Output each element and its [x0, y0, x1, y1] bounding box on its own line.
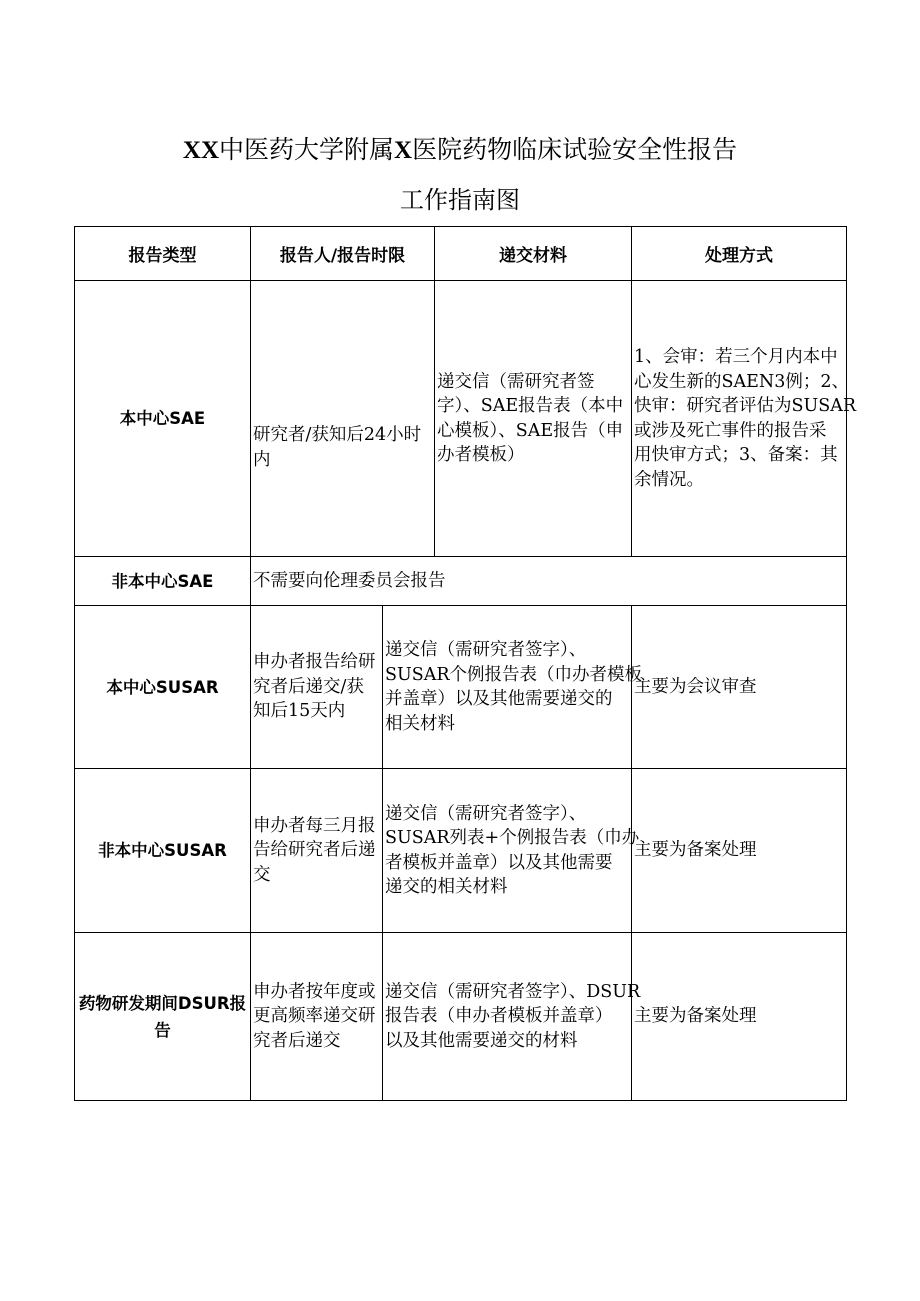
header-report-type: [74, 226, 251, 281]
text-line: 或涉及死亡事件的报告采: [634, 420, 827, 441]
cell-report-type: [74, 932, 251, 1101]
cell-merged-note: [250, 556, 847, 606]
header-label: 报告类型: [128, 246, 197, 266]
text-line: 主要为备案处理: [634, 1006, 757, 1027]
text-line: 者模板并盖章）以及其他需要: [385, 852, 613, 873]
text-line: 报告表（申办者模板并盖章）: [385, 1006, 613, 1027]
text-line: 递交的相关材料: [385, 877, 508, 897]
document-subtitle: 工作指南图: [400, 186, 520, 214]
cell-reporter: [250, 280, 435, 557]
text-line: 内: [253, 449, 271, 470]
header-reporter: [250, 226, 435, 281]
text-line: 本中心SUSAR: [106, 677, 219, 697]
title-prefix: XX: [182, 137, 219, 164]
cell-reporter: [250, 768, 383, 933]
text-line: 究者后递交/获: [253, 676, 364, 697]
cell-handling: [631, 605, 847, 769]
cell-report-type: [74, 605, 251, 769]
cell-materials: [382, 768, 640, 933]
text-line: 究者后递交: [253, 1030, 341, 1051]
text-line: 申办者每三月报: [253, 815, 376, 836]
header-materials: [434, 226, 632, 281]
text-line: 主要为会议审查: [634, 676, 757, 697]
text-line: 非本中心SAE: [111, 571, 214, 591]
cell-reporter: [250, 605, 383, 769]
text-line: 心模板）、SAE报告（申: [437, 420, 624, 441]
text-line: 1、会审：若三个月内本中: [634, 347, 838, 367]
cell-materials: [434, 280, 632, 557]
text-line: 非本中心SUSAR: [98, 841, 227, 860]
cell-reporter: [250, 932, 383, 1101]
header-handling: [631, 226, 847, 281]
cell-handling: [631, 768, 847, 933]
text-line: 研究者/获知后24小时: [253, 425, 422, 445]
text-line: 知后15天内: [253, 701, 346, 722]
text-line: 以及其他需要递交的材料: [385, 1030, 578, 1051]
text-line: 余情况。: [634, 469, 704, 490]
text-line: 主要为备案处理: [634, 840, 757, 861]
document-title: [0, 135, 920, 166]
text-line: 更高频率递交研: [253, 1006, 376, 1027]
cell-report-type: [74, 556, 251, 606]
text-line: 用快审方式；3、备案：其: [634, 445, 838, 465]
text-line: 字）、SAE报告表（本中: [437, 396, 624, 416]
text-line: 不需要向伦理委员会报告: [253, 570, 446, 591]
text-line: 相关材料: [385, 713, 455, 734]
text-line: 递交信（需研究者签字）、: [385, 640, 587, 660]
cell-report-type: [74, 280, 251, 557]
text-line: 告给研究者后递: [253, 840, 376, 861]
text-line: 本中心SAE: [119, 409, 206, 428]
text-line: 并盖章）以及其他需要递交的: [385, 689, 613, 709]
text-line: 告: [154, 1020, 171, 1040]
text-line: 心发生新的SAEN3例；2、: [634, 371, 849, 392]
header-label: 报告人/报告时限: [279, 246, 406, 266]
title-hospital-mark: X: [394, 137, 413, 164]
text-line: 办者模板）: [437, 445, 525, 465]
text-line: 申办者按年度或: [253, 981, 376, 1002]
text-line: SUSAR个例报告表（巾办者模板: [385, 664, 643, 685]
header-label: 递交材料: [499, 246, 567, 266]
cell-materials: [382, 932, 641, 1101]
text-line: 交: [253, 864, 271, 885]
text-line: 药物研发期间DSUR报: [78, 993, 247, 1013]
text-line: 申办者报告给研: [253, 652, 376, 673]
cell-handling: [631, 280, 857, 557]
cell-report-type: [74, 768, 251, 933]
text-line: 递交信（需研究者签字）、DSUR: [385, 981, 641, 1002]
title-part-a: 中医药大学附属: [219, 135, 395, 164]
title-part-b: 医院药物临床试验安全性报告: [412, 135, 738, 164]
text-line: 递交信（需研究者签: [437, 371, 595, 392]
cell-materials: [382, 605, 643, 769]
text-line: 快审：研究者评估为SUSAR: [634, 396, 857, 416]
header-label: 处理方式: [705, 246, 773, 266]
cell-handling: [631, 932, 847, 1101]
text-line: SUSAR列表+个例报告表（巾办: [385, 828, 640, 848]
text-line: 递交信（需研究者签字）、: [385, 803, 587, 824]
